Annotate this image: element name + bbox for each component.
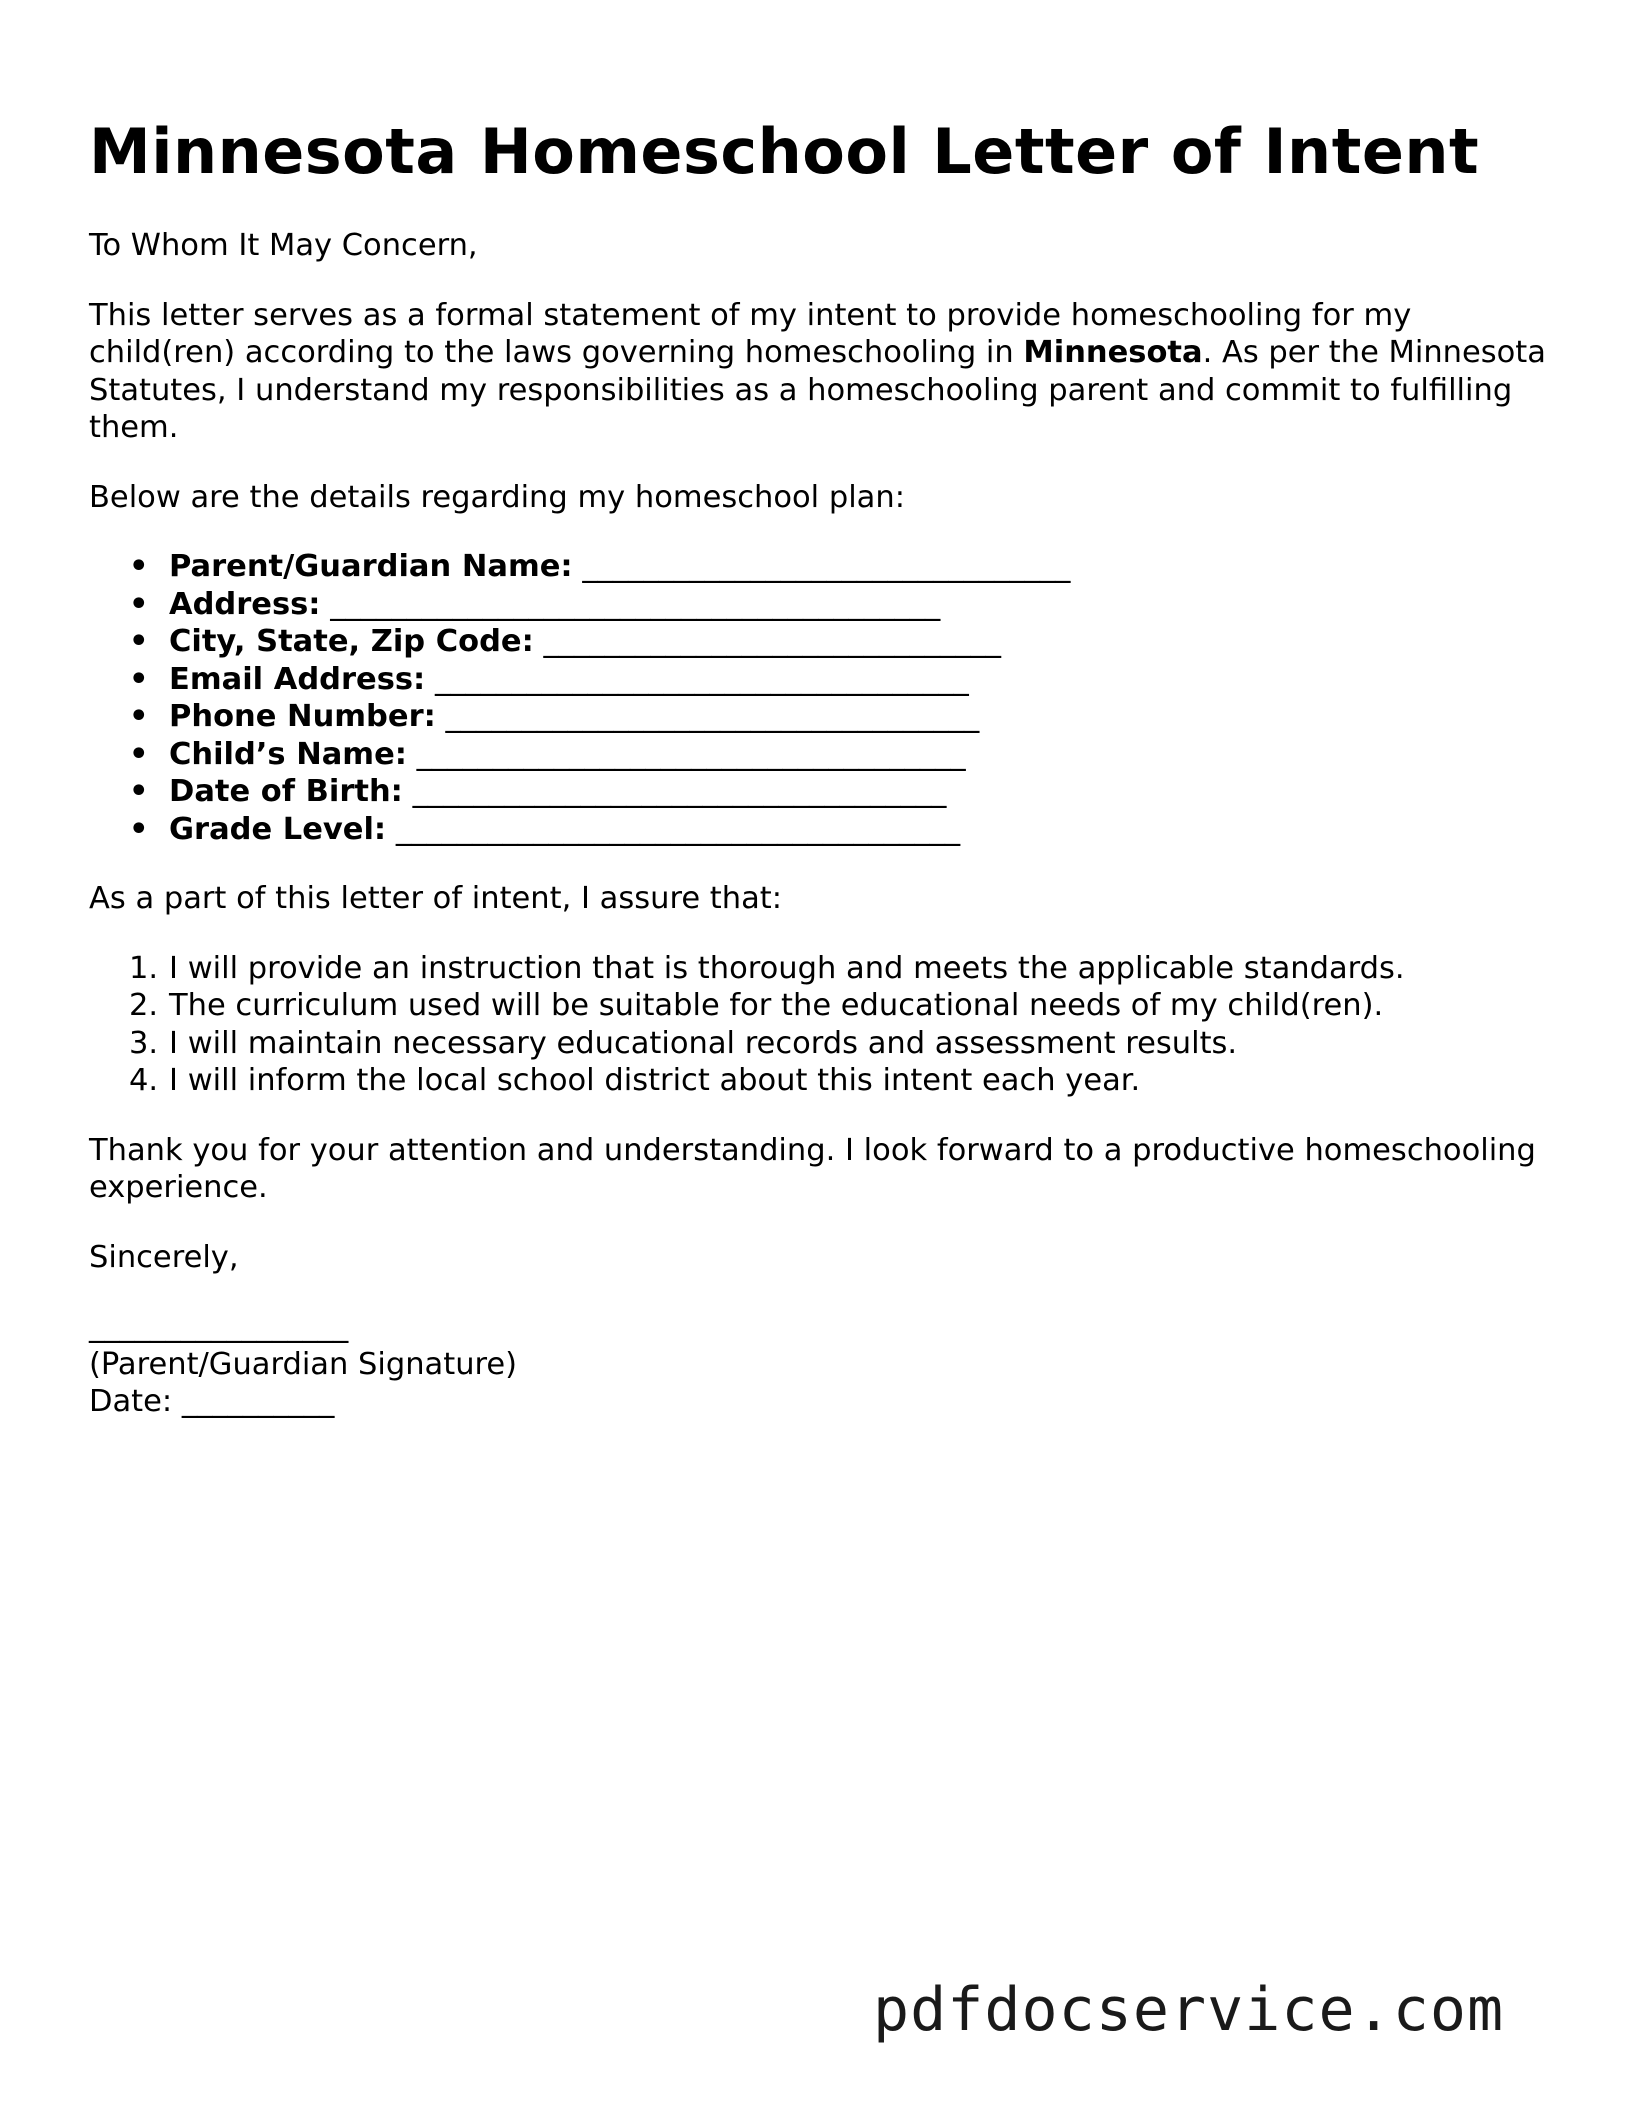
salutation: To Whom It May Concern, (89, 228, 478, 263)
assurance-text: The curriculum used will be suitable for the educational needs of my child(ren). (169, 988, 1384, 1023)
assurance-item (129, 950, 1549, 988)
letter (89, 112, 1549, 1421)
field-email (129, 661, 1549, 699)
assurance-text: I will inform the local school district about this intent each year. (169, 1063, 1141, 1098)
closing-paragraph: Thank you for your attention and understanding. I look forward to a productive homeschooling experience. (89, 1132, 1536, 1205)
bullet-icon: • (129, 699, 149, 734)
date-label: Date: (89, 1384, 173, 1419)
assurance-item (129, 1062, 1549, 1100)
assurance-text: I will provide an instruction that is thorough and meets the applicable standards. (169, 950, 1405, 986)
date-line (89, 1383, 1549, 1421)
field-label: Address: (169, 586, 321, 622)
bullet-icon: • (129, 736, 149, 772)
bullet-icon: • (129, 661, 149, 697)
assurance-text: I will maintain necessary educational records and assessment results. (169, 1025, 1238, 1061)
field-blank[interactable]: ___________________________________ (445, 699, 980, 734)
assurance-list (89, 950, 1549, 1100)
list-number: 3. (129, 1025, 159, 1061)
field-label: Phone Number: (169, 699, 436, 734)
field-parent-name (129, 548, 1549, 586)
list-number: 4. (129, 1063, 159, 1098)
details-lead: Below are the details regarding my homeschool plan: (89, 479, 905, 515)
field-blank[interactable]: ______________________________ (543, 624, 1002, 659)
intro-text-2: . As per the Minnesota Statutes, I understand my responsibilities as a homeschooling parent and commit to fulfilling them. (89, 335, 1546, 445)
field-blank[interactable]: ____________________________________ (416, 736, 966, 772)
field-date-of-birth (129, 773, 1549, 811)
assurance-item (129, 987, 1549, 1025)
field-label: Parent/Guardian Name: (169, 549, 573, 584)
state-name: Minnesota (1023, 335, 1203, 370)
page-title: Minnesota Homeschool Letter of Intent (89, 115, 1480, 188)
field-label: Child’s Name: (169, 736, 407, 772)
bullet-icon: • (129, 624, 149, 659)
field-label: Email Address: (169, 661, 426, 697)
field-blank[interactable]: ________________________________ (582, 549, 1071, 584)
field-phone (129, 698, 1549, 736)
list-number: 2. (129, 988, 159, 1023)
field-blank[interactable]: _____________________________________ (395, 811, 961, 847)
field-child-name (129, 736, 1549, 774)
bullet-icon: • (129, 811, 149, 847)
bullet-icon: • (129, 549, 149, 584)
field-city-state-zip (129, 623, 1549, 661)
list-number: 1. (129, 950, 159, 986)
signature-line[interactable]: _________________ (89, 1309, 349, 1344)
signature-caption: (Parent/Guardian Signature) (89, 1346, 518, 1382)
field-blank[interactable]: ________________________________________ (330, 586, 941, 622)
field-blank[interactable]: ___________________________________ (412, 774, 947, 809)
details-list (89, 548, 1549, 848)
watermark: pdfdocservice.com (873, 1975, 1505, 2045)
field-label: City, State, Zip Code: (169, 624, 534, 659)
sign-off: Sincerely, (89, 1239, 239, 1275)
field-label: Date of Birth: (169, 774, 403, 809)
bullet-icon: • (129, 586, 149, 622)
intro-text-1: This letter serves as a formal statement of my intent to provide homeschooling for my child(ren) according to the laws governing homeschooling in (89, 297, 1412, 370)
assurance-item (129, 1025, 1549, 1063)
intro-paragraph (89, 297, 1549, 447)
field-label: Grade Level: (169, 811, 387, 847)
date-blank[interactable]: __________ (181, 1384, 335, 1419)
field-address (129, 586, 1549, 624)
signature-block (89, 1308, 1549, 1421)
field-blank[interactable]: ___________________________________ (434, 661, 969, 697)
assurance-lead: As a part of this letter of intent, I assure that: (89, 881, 783, 916)
bullet-icon: • (129, 774, 149, 809)
field-grade-level (129, 811, 1549, 849)
